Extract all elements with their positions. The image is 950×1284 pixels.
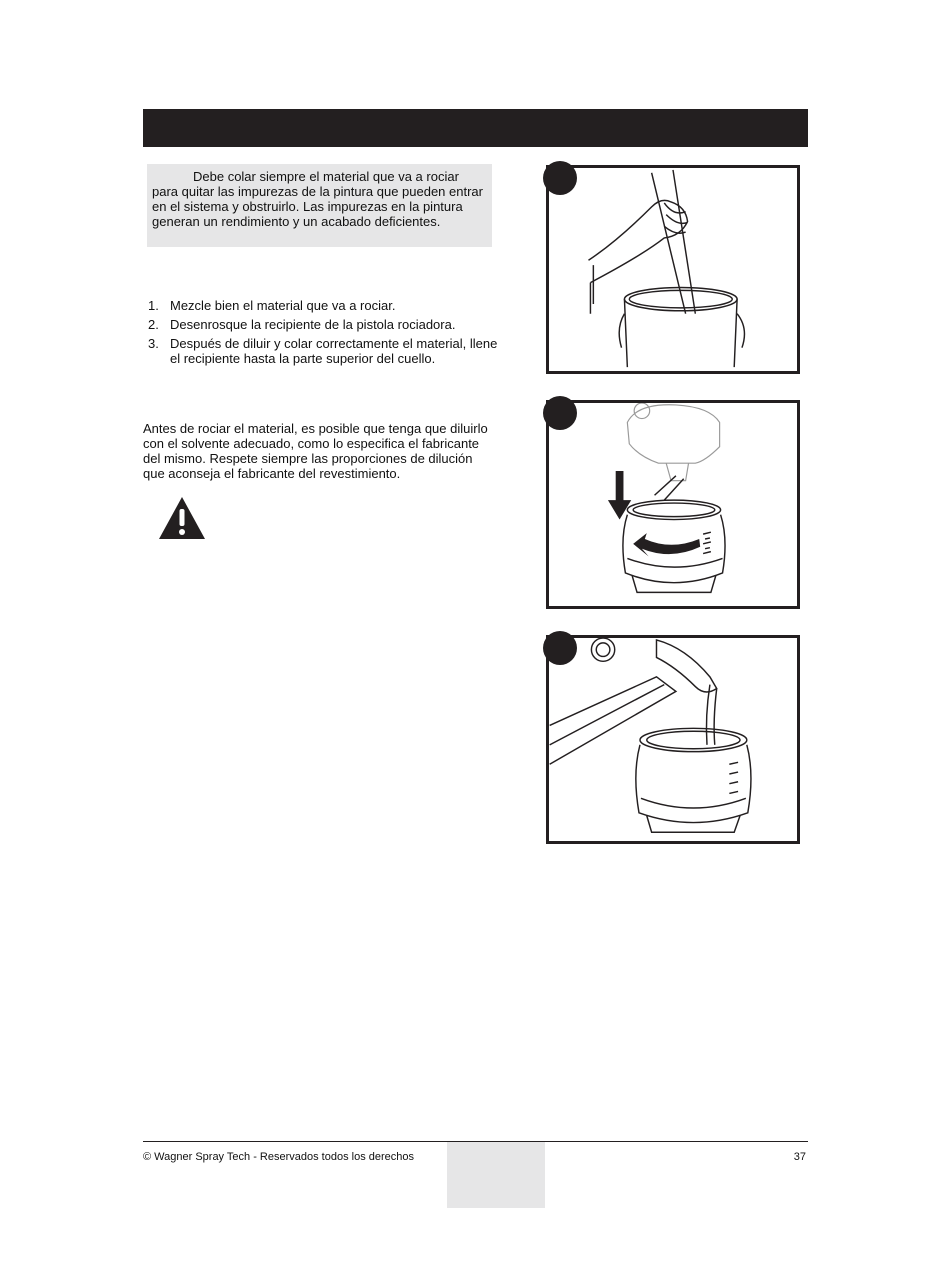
step-badge: [543, 161, 577, 195]
step-text: Mezcle bien el material que va a rociar.: [170, 298, 396, 313]
warning-triangle-icon: [158, 496, 206, 540]
list-item: [148, 298, 498, 313]
step-text: Después de diluir y colar correctamente el material, llene el recipiente hasta la parte superior del cuello.: [170, 336, 498, 366]
pour-paint-illustration: [546, 635, 800, 844]
unscrew-container-illustration: [546, 400, 800, 609]
note-text: Debe colar siempre el material que va a rociar para quitar las impurezas de la pintura que pueden entrar en el sistema y obstruirlo. Las impurezas en la pintura generan un rendimiento y un acabado deficientes.: [152, 169, 483, 229]
step-badge: [543, 631, 577, 665]
page-number: 37: [793, 1151, 806, 1163]
footer-copyright: © Wagner Spray Tech - Reservados todos los derechos: [143, 1151, 415, 1163]
thinning-paragraph: Antes de rociar el material, es posible que tenga que diluirlo con el solvente adecuado, como lo especifica el fabricante del mismo. Respete siempre las proporciones de dilución que aconseja el fabricante del revestimiento.: [143, 421, 488, 481]
step-number: 3.: [148, 336, 159, 351]
step-number: 2.: [148, 317, 159, 332]
note-box: [147, 164, 492, 247]
step-text: Desenrosque la recipiente de la pistola rociadora.: [170, 317, 456, 332]
step-number: 1.: [148, 298, 159, 313]
footer-tab: [447, 1142, 545, 1208]
stirring-paint-illustration: [546, 165, 800, 374]
section-header-bar: [143, 109, 808, 147]
steps-list: [148, 298, 498, 370]
list-item: [148, 317, 498, 332]
step-badge: [543, 396, 577, 430]
list-item: [148, 336, 498, 366]
